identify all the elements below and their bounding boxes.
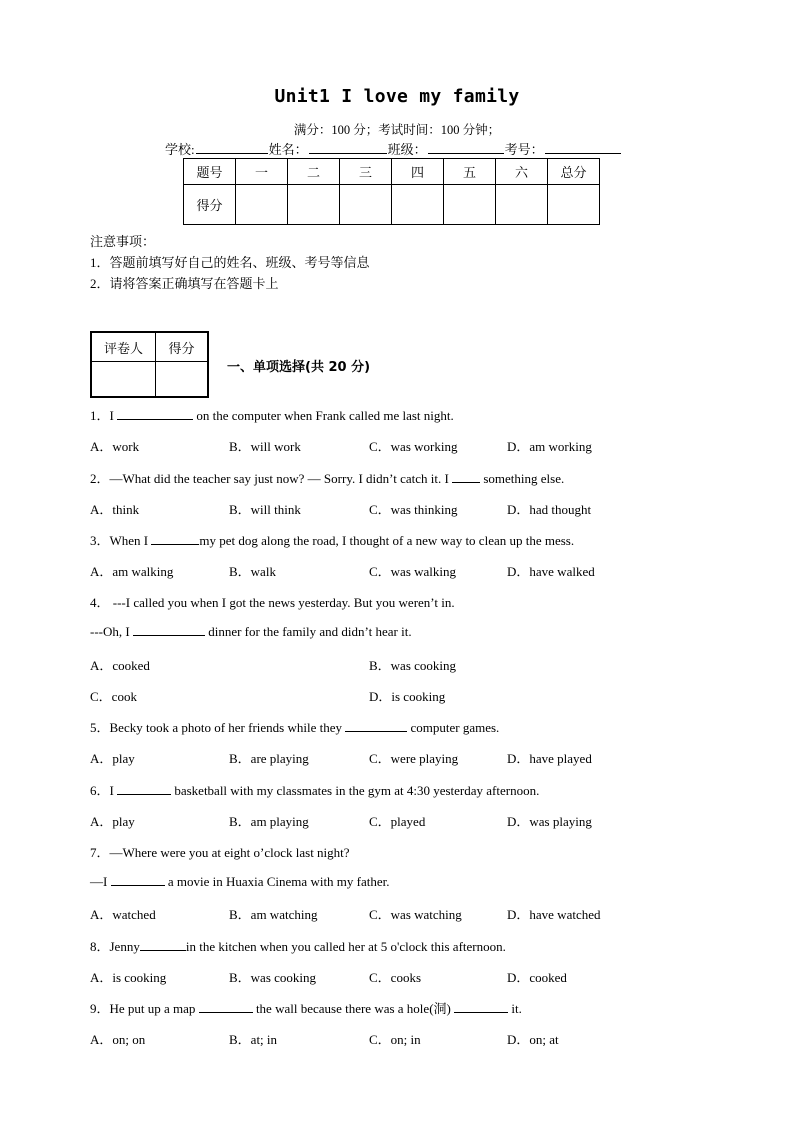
question-8 <box>90 936 506 955</box>
score-cell[interactable] <box>496 185 548 225</box>
score-cell[interactable] <box>548 185 600 225</box>
question-text: 3．When I <box>90 533 152 548</box>
answer-blank[interactable] <box>111 873 165 886</box>
question-text: computer games. <box>407 720 500 735</box>
option-b[interactable]: B．are playing <box>229 751 309 766</box>
option-d[interactable]: D．have walked <box>507 564 595 579</box>
answer-blank[interactable] <box>151 532 199 545</box>
score-header-cell: 题号 <box>184 159 236 185</box>
option-a[interactable]: A．watched <box>90 907 156 922</box>
question-text: dinner for the family and didn’t hear it. <box>204 624 412 639</box>
option-a[interactable]: A．am walking <box>90 564 174 579</box>
answer-blank[interactable] <box>454 1000 508 1013</box>
question-text: —I <box>90 874 111 889</box>
option-c[interactable]: C．was thinking <box>369 502 458 517</box>
notes-heading: 注意事项： <box>90 234 156 249</box>
option-a[interactable]: A．think <box>90 502 140 517</box>
score-cell[interactable] <box>288 185 340 225</box>
option-b[interactable]: B．was cooking <box>229 970 317 985</box>
question-text: basketball with my classmates in the gym at 4:30 yesterday afternoon. <box>171 783 540 798</box>
question-4-reply <box>90 623 412 640</box>
option-a[interactable]: A．work <box>90 439 140 454</box>
score-row-label: 得分 <box>184 185 236 225</box>
answer-blank[interactable] <box>452 470 480 483</box>
option-b[interactable]: B．will work <box>229 439 301 454</box>
question-text: on the computer when Frank called me last night. <box>193 408 454 423</box>
question-text: in the kitchen when you called her at 5 o'clock this afternoon. <box>185 939 506 954</box>
question-text: it. <box>508 1001 522 1016</box>
question-2 <box>90 468 564 487</box>
notes-block <box>90 231 370 294</box>
score-header-cell: 三 <box>340 159 392 185</box>
score-table <box>183 158 600 225</box>
class-field[interactable] <box>428 140 504 154</box>
question-text: 8．Jenny <box>90 939 140 954</box>
question-3 <box>90 530 574 549</box>
score-cell[interactable] <box>236 185 288 225</box>
option-b[interactable]: B．at; in <box>229 1032 278 1047</box>
option-d[interactable]: D．was playing <box>507 814 592 829</box>
score-header-cell: 五 <box>444 159 496 185</box>
class-label: 班级： <box>387 142 427 157</box>
option-c[interactable]: C．on; in <box>369 1032 421 1047</box>
question-text: 5．Becky took a photo of her friends while they <box>90 720 346 735</box>
question-text: 1．I <box>90 408 118 423</box>
option-c[interactable]: C．were playing <box>369 751 459 766</box>
examno-field[interactable] <box>545 140 621 154</box>
option-a[interactable]: A．is cooking <box>90 970 167 985</box>
question-text: 6．I <box>90 783 118 798</box>
grader-score-cell[interactable] <box>156 362 209 398</box>
option-d[interactable]: D．am working <box>507 439 592 454</box>
question-1 <box>90 405 454 424</box>
option-c[interactable]: C．was working <box>369 439 458 454</box>
option-b[interactable]: B．am watching <box>229 907 318 922</box>
option-d[interactable]: D．cooked <box>507 970 567 985</box>
option-c[interactable]: C．cook <box>90 689 137 704</box>
option-c[interactable]: C．was walking <box>369 564 457 579</box>
option-b[interactable]: B．am playing <box>229 814 309 829</box>
option-c[interactable]: C．played <box>369 814 426 829</box>
answer-blank[interactable] <box>199 1000 253 1013</box>
name-label: 姓名： <box>268 142 308 157</box>
score-header-cell: 总分 <box>548 159 600 185</box>
answer-blank[interactable] <box>133 623 205 636</box>
notes-item: 1．答题前填写好自己的姓名、班级、考号等信息 <box>90 255 370 270</box>
question-5 <box>90 717 499 736</box>
notes-item: 2．请将答案正确填写在答题卡上 <box>90 276 279 291</box>
option-b[interactable]: B．was cooking <box>369 658 457 673</box>
option-b[interactable]: B．will think <box>229 502 301 517</box>
option-d[interactable]: D．is cooking <box>369 689 446 704</box>
grader-table <box>90 331 209 398</box>
answer-blank[interactable] <box>140 938 186 951</box>
examno-label: 考号： <box>504 142 544 157</box>
answer-blank[interactable] <box>345 719 407 732</box>
grader-label: 评卷人 <box>91 332 156 362</box>
question-text: a movie in Huaxia Cinema with my father. <box>164 874 390 889</box>
school-field[interactable] <box>196 140 268 154</box>
score-header-cell: 四 <box>392 159 444 185</box>
exam-meta: 满分：100 分；考试时间：100 分钟； <box>293 123 501 137</box>
grader-cell[interactable] <box>91 362 156 398</box>
option-b[interactable]: B．walk <box>229 564 276 579</box>
grader-score-label: 得分 <box>156 332 209 362</box>
student-info-line <box>165 139 622 158</box>
section-title: 一、单项选择(共 20 分) <box>227 360 371 375</box>
question-7: 7．—Where were you at eight o’clock last night? <box>90 845 350 860</box>
question-text: my pet dog along the road, I thought of a new way to clean up the mess. <box>199 533 575 548</box>
question-9 <box>90 998 522 1017</box>
option-d[interactable]: D．have played <box>507 751 592 766</box>
option-a[interactable]: A．cooked <box>90 658 150 673</box>
option-c[interactable]: C．was watching <box>369 907 462 922</box>
question-7-reply <box>90 873 390 890</box>
option-a[interactable]: A．play <box>90 814 135 829</box>
question-text: something else. <box>480 471 565 486</box>
option-a[interactable]: A．on; on <box>90 1032 146 1047</box>
page-title: Unit1 I love my family <box>274 86 520 107</box>
question-text: the wall because there was a hole(洞) <box>252 1001 455 1016</box>
school-label: 学校: <box>165 142 195 157</box>
question-4: 4． ---I called you when I got the news yesterday. But you weren’t in. <box>90 595 455 610</box>
option-d[interactable]: D．on; at <box>507 1032 559 1047</box>
question-text: 2．—What did the teacher say just now? — Sorry. I didn’t catch it. I <box>90 471 453 486</box>
answer-blank[interactable] <box>117 782 171 795</box>
score-header-cell: 二 <box>288 159 340 185</box>
score-header-cell: 一 <box>236 159 288 185</box>
score-header-cell: 六 <box>496 159 548 185</box>
option-c[interactable]: C．cooks <box>369 970 422 985</box>
option-d[interactable]: D．have watched <box>507 907 601 922</box>
name-field[interactable] <box>309 140 387 154</box>
score-cell[interactable] <box>340 185 392 225</box>
option-a[interactable]: A．play <box>90 751 135 766</box>
question-6 <box>90 780 539 799</box>
question-text: ---Oh, I <box>90 624 133 639</box>
score-cell[interactable] <box>392 185 444 225</box>
answer-blank[interactable] <box>117 407 193 420</box>
question-text: 9．He put up a map <box>90 1001 199 1016</box>
option-d[interactable]: D．had thought <box>507 502 592 517</box>
score-cell[interactable] <box>444 185 496 225</box>
